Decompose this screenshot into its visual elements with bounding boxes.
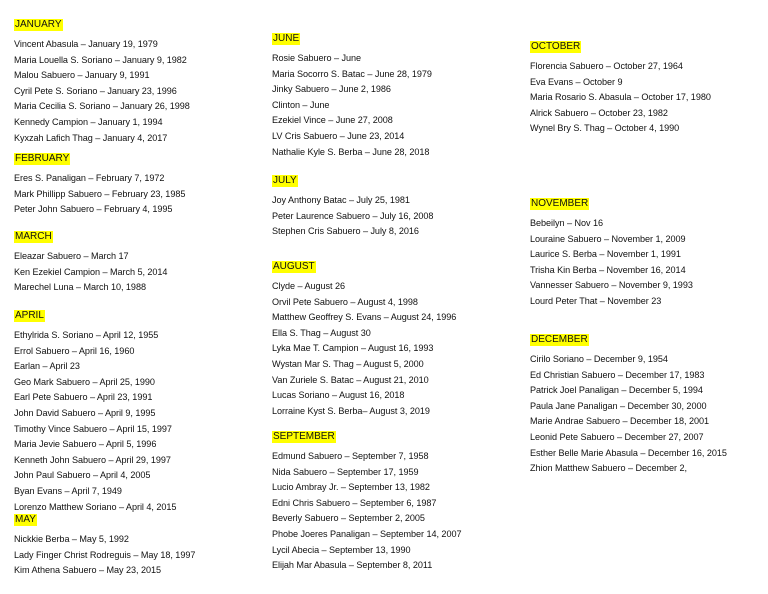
birthday-entry: Paula Jane Panaligan – December 30, 2000 <box>530 400 707 411</box>
birthday-entry: Kyxzah Lafich Thag – January 4, 2017 <box>14 132 168 143</box>
birthday-entry: Kim Athena Sabuero – May 23, 2015 <box>14 565 161 576</box>
birthday-entry: Nida Sabuero – September 17, 1959 <box>272 466 419 477</box>
month-section-april <box>14 305 254 515</box>
birthday-entry: Ella S. Thag – August 30 <box>272 327 371 338</box>
month-heading: AUGUST <box>273 261 315 272</box>
birthday-entry: Byan Evans – April 7, 1949 <box>14 485 122 496</box>
birthday-entry: Vannesser Sabuero – November 9, 1993 <box>530 280 693 291</box>
month-heading: MARCH <box>15 231 52 242</box>
birthday-entry: Orvil Pete Sabuero – August 4, 1998 <box>272 296 418 307</box>
birthday-entry: Cyril Pete S. Soriano – January 23, 1996 <box>14 85 177 96</box>
month-section-march <box>14 226 254 296</box>
birthday-list <box>272 51 522 160</box>
birthday-list <box>530 216 766 310</box>
birthday-entry: Ed Christian Sabuero – December 17, 1983 <box>530 369 705 380</box>
month-heading: SEPTEMBER <box>273 431 335 442</box>
month-heading: FEBRUARY <box>15 153 70 164</box>
birthday-entry: Marie Andrae Sabuero – December 18, 2001 <box>530 416 709 427</box>
birthday-entry: Malou Sabuero – January 9, 1991 <box>14 70 150 81</box>
birthday-entry: Wynel Bry S. Thag – October 4, 1990 <box>530 123 680 134</box>
birthday-entry: Esther Belle Marie Abasula – December 16, 2015 <box>530 447 727 458</box>
birthday-entry: John Paul Sabuero – April 4, 2005 <box>14 470 151 481</box>
month-section-september <box>272 426 522 574</box>
birthday-entry: Nathalie Kyle S. Berba – June 28, 2018 <box>272 146 430 157</box>
birthday-entry: Elijah Mar Abasula – September 8, 2011 <box>272 560 433 571</box>
birthday-entry: Beverly Sabuero – September 2, 2005 <box>272 513 425 524</box>
birthday-entry: Geo Mark Sabuero – April 25, 1990 <box>14 376 155 387</box>
month-section-august <box>272 256 522 419</box>
birthday-entry: Lucio Ambray Jr. – September 13, 1982 <box>272 482 430 493</box>
birthday-entry: Kennedy Campion – January 1, 1994 <box>14 116 163 127</box>
birthday-entry: Maria Jevie Sabuero – April 5, 1996 <box>14 439 157 450</box>
birthday-entry: Peter John Sabuero – February 4, 1995 <box>14 204 173 215</box>
birthday-entry: Lycil Abecia – September 13, 1990 <box>272 544 411 555</box>
birthday-entry: Matthew Geoffrey S. Evans – August 24, 1996 <box>272 312 457 323</box>
birthday-entry: Jinky Sabuero – June 2, 1986 <box>272 84 391 95</box>
birthday-entry: Wystan Mar S. Thag – August 5, 2000 <box>272 358 424 369</box>
birthday-entry: Eres S. Panaligan – February 7, 1972 <box>14 173 165 183</box>
birthday-entry: Van Zuriele S. Batac – August 21, 2010 <box>272 374 429 385</box>
birthday-entry: Maria Cecilia S. Soriano – January 26, 1998 <box>14 101 190 112</box>
birthday-entry: Louraine Sabuero – November 1, 2009 <box>530 233 686 244</box>
birthday-entry: Eva Evans – October 9 <box>530 76 623 87</box>
month-section-january <box>14 14 254 146</box>
month-section-february <box>14 148 254 218</box>
birthday-entry: LV Cris Sabuero – June 23, 2014 <box>272 130 405 141</box>
birthday-entry: Timothy Vince Sabuero – April 15, 1997 <box>14 423 172 434</box>
birthday-entry: Errol Sabuero – April 16, 1960 <box>14 345 135 356</box>
month-section-december <box>530 329 766 477</box>
birthday-entry: Laurice S. Berba – November 1, 1991 <box>530 249 681 260</box>
birthday-list <box>530 352 766 477</box>
birthday-list <box>14 532 254 579</box>
birthday-entry: Maria Rosario S. Abasula – October 17, 1980 <box>530 92 711 103</box>
month-heading: DECEMBER <box>531 334 588 345</box>
month-heading: APRIL <box>15 310 44 321</box>
birthday-entry: Rosie Sabuero – June <box>272 53 361 63</box>
birthday-entry: Leonid Pete Sabuero – December 27, 2007 <box>530 431 704 442</box>
birthday-entry: Peter Laurence Sabuero – July 16, 2008 <box>272 210 434 221</box>
birthday-entry: Alrick Sabuero – October 23, 1982 <box>530 107 668 118</box>
birthday-entry: Edmund Sabuero – September 7, 1958 <box>272 451 429 461</box>
birthday-entry: Stephen Cris Sabuero – July 8, 2016 <box>272 226 419 237</box>
birthday-entry: Ken Ezekiel Campion – March 5, 2014 <box>14 266 168 277</box>
birthday-entry: Vincent Abasula – January 19, 1979 <box>14 39 158 49</box>
month-heading: JULY <box>273 175 297 186</box>
birthday-entry: Clinton – June <box>272 99 330 110</box>
birthday-list <box>272 193 522 240</box>
birthday-entry: Lourd Peter That – November 23 <box>530 295 662 306</box>
birthday-list <box>14 37 254 146</box>
birthday-entry: Ezekiel Vince – June 27, 2008 <box>272 115 393 126</box>
month-section-october <box>530 36 766 137</box>
month-heading: JANUARY <box>15 19 62 30</box>
birthday-entry: Marechel Luna – March 10, 1988 <box>14 282 146 293</box>
birthday-entry: Zhion Matthew Sabuero – December 2, <box>530 463 687 474</box>
month-section-july <box>272 170 522 240</box>
birthday-entry: Eleazar Sabuero – March 17 <box>14 251 129 261</box>
birthday-list <box>530 59 766 137</box>
birthday-list <box>272 279 522 419</box>
birthday-entry: Lyka Mae T. Campion – August 16, 1993 <box>272 343 434 354</box>
birthday-entry: Nickkie Berba – May 5, 1992 <box>14 534 129 544</box>
month-heading: OCTOBER <box>531 41 581 52</box>
birthday-entry: Maria Louella S. Soriano – January 9, 1982 <box>14 54 187 65</box>
birthday-entry: Mark Phillipp Sabuero – February 23, 1985 <box>14 188 186 199</box>
birthday-entry: Ethylrida S. Soriano – April 12, 1955 <box>14 330 159 340</box>
birthday-entry: Earlan – April 23 <box>14 361 80 372</box>
birthday-entry: Florencia Sabuero – October 27, 1964 <box>530 61 683 71</box>
birthday-entry: Patrick Joel Panaligan – December 5, 1994 <box>530 385 703 396</box>
month-heading: MAY <box>15 514 36 525</box>
birthday-entry: Lady Finger Christ Rodreguis – May 18, 1997 <box>14 549 196 560</box>
birthday-entry: Earl Pete Sabuero – April 23, 1991 <box>14 392 153 403</box>
birthday-entry: Lorenzo Matthew Soriano – April 4, 2015 <box>14 501 177 512</box>
month-heading: JUNE <box>273 33 300 44</box>
birthday-entry: Clyde – August 26 <box>272 281 345 291</box>
birthday-list <box>14 249 254 296</box>
birthday-list <box>14 171 254 218</box>
birthday-entry: Maria Socorro S. Batac – June 28, 1979 <box>272 68 432 79</box>
birthday-entry: Cirilo Soriano – December 9, 1954 <box>530 354 668 364</box>
birthday-list <box>272 449 522 574</box>
birthday-entry: Joy Anthony Batac – July 25, 1981 <box>272 195 410 205</box>
birthday-entry: Trisha Kin Berba – November 16, 2014 <box>530 264 686 275</box>
birthday-entry: John David Sabuero – April 9, 1995 <box>14 407 156 418</box>
month-heading: NOVEMBER <box>531 198 589 209</box>
month-section-may <box>14 509 254 579</box>
birthday-entry: Bebeilyn – Nov 16 <box>530 218 603 228</box>
birthday-entry: Edni Chris Sabuero – September 6, 1987 <box>272 497 437 508</box>
birthday-list <box>14 328 254 515</box>
month-section-june <box>272 28 522 160</box>
birthday-entry: Lucas Soriano – August 16, 2018 <box>272 390 405 401</box>
birthday-entry: Kenneth John Sabuero – April 29, 1997 <box>14 454 171 465</box>
birthday-entry: Phobe Joeres Panaligan – September 14, 2007 <box>272 528 462 539</box>
month-section-november <box>530 193 766 310</box>
birthday-entry: Lorraine Kyst S. Berba– August 3, 2019 <box>272 405 430 416</box>
